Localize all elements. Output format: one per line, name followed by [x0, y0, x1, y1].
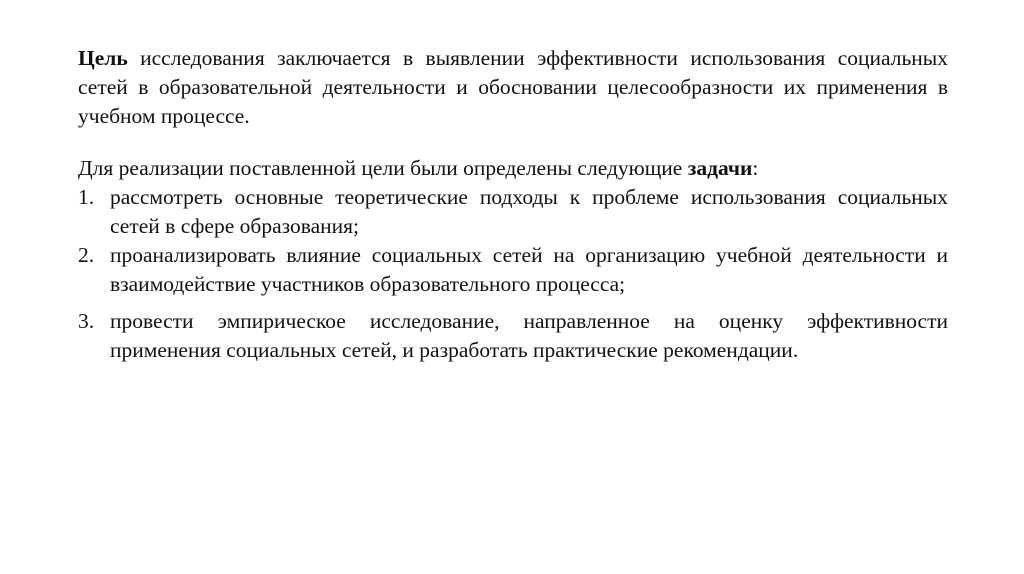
tasks-list [78, 183, 948, 365]
goal-text: исследования заключается в выявлении эффективности использования социальных сетей в образовательной деятельности и обосновании целесообразности их применения в учебном процессе. [78, 46, 949, 128]
task-text: рассмотреть основные теоретические подходы к проблеме использования социальных сетей в сфере образования; [110, 185, 948, 238]
tasks-intro [78, 154, 948, 183]
slide-content [78, 44, 948, 365]
goal-paragraph [78, 44, 948, 131]
task-text: проанализировать влияние социальных сетей на организацию учебной деятельности и взаимодействие участников образовательного процесса; [110, 243, 948, 296]
task-item-2 [78, 241, 948, 299]
tasks-label: задачи [687, 156, 753, 180]
task-number: 3. [78, 309, 95, 333]
task-item-3 [78, 307, 948, 365]
task-item-1 [78, 183, 948, 241]
task-text: провести эмпирическое исследование, направленное на оценку эффективности применения социальных сетей, и разработать практические рекомендации. [110, 309, 948, 362]
task-number: 2. [78, 243, 95, 267]
tasks-intro-text: Для реализации поставленной цели были определены следующие [78, 156, 683, 180]
goal-label: Цель [78, 46, 128, 70]
tasks-colon: : [752, 156, 759, 180]
task-number: 1. [78, 185, 95, 209]
paragraph-spacer [78, 131, 948, 154]
